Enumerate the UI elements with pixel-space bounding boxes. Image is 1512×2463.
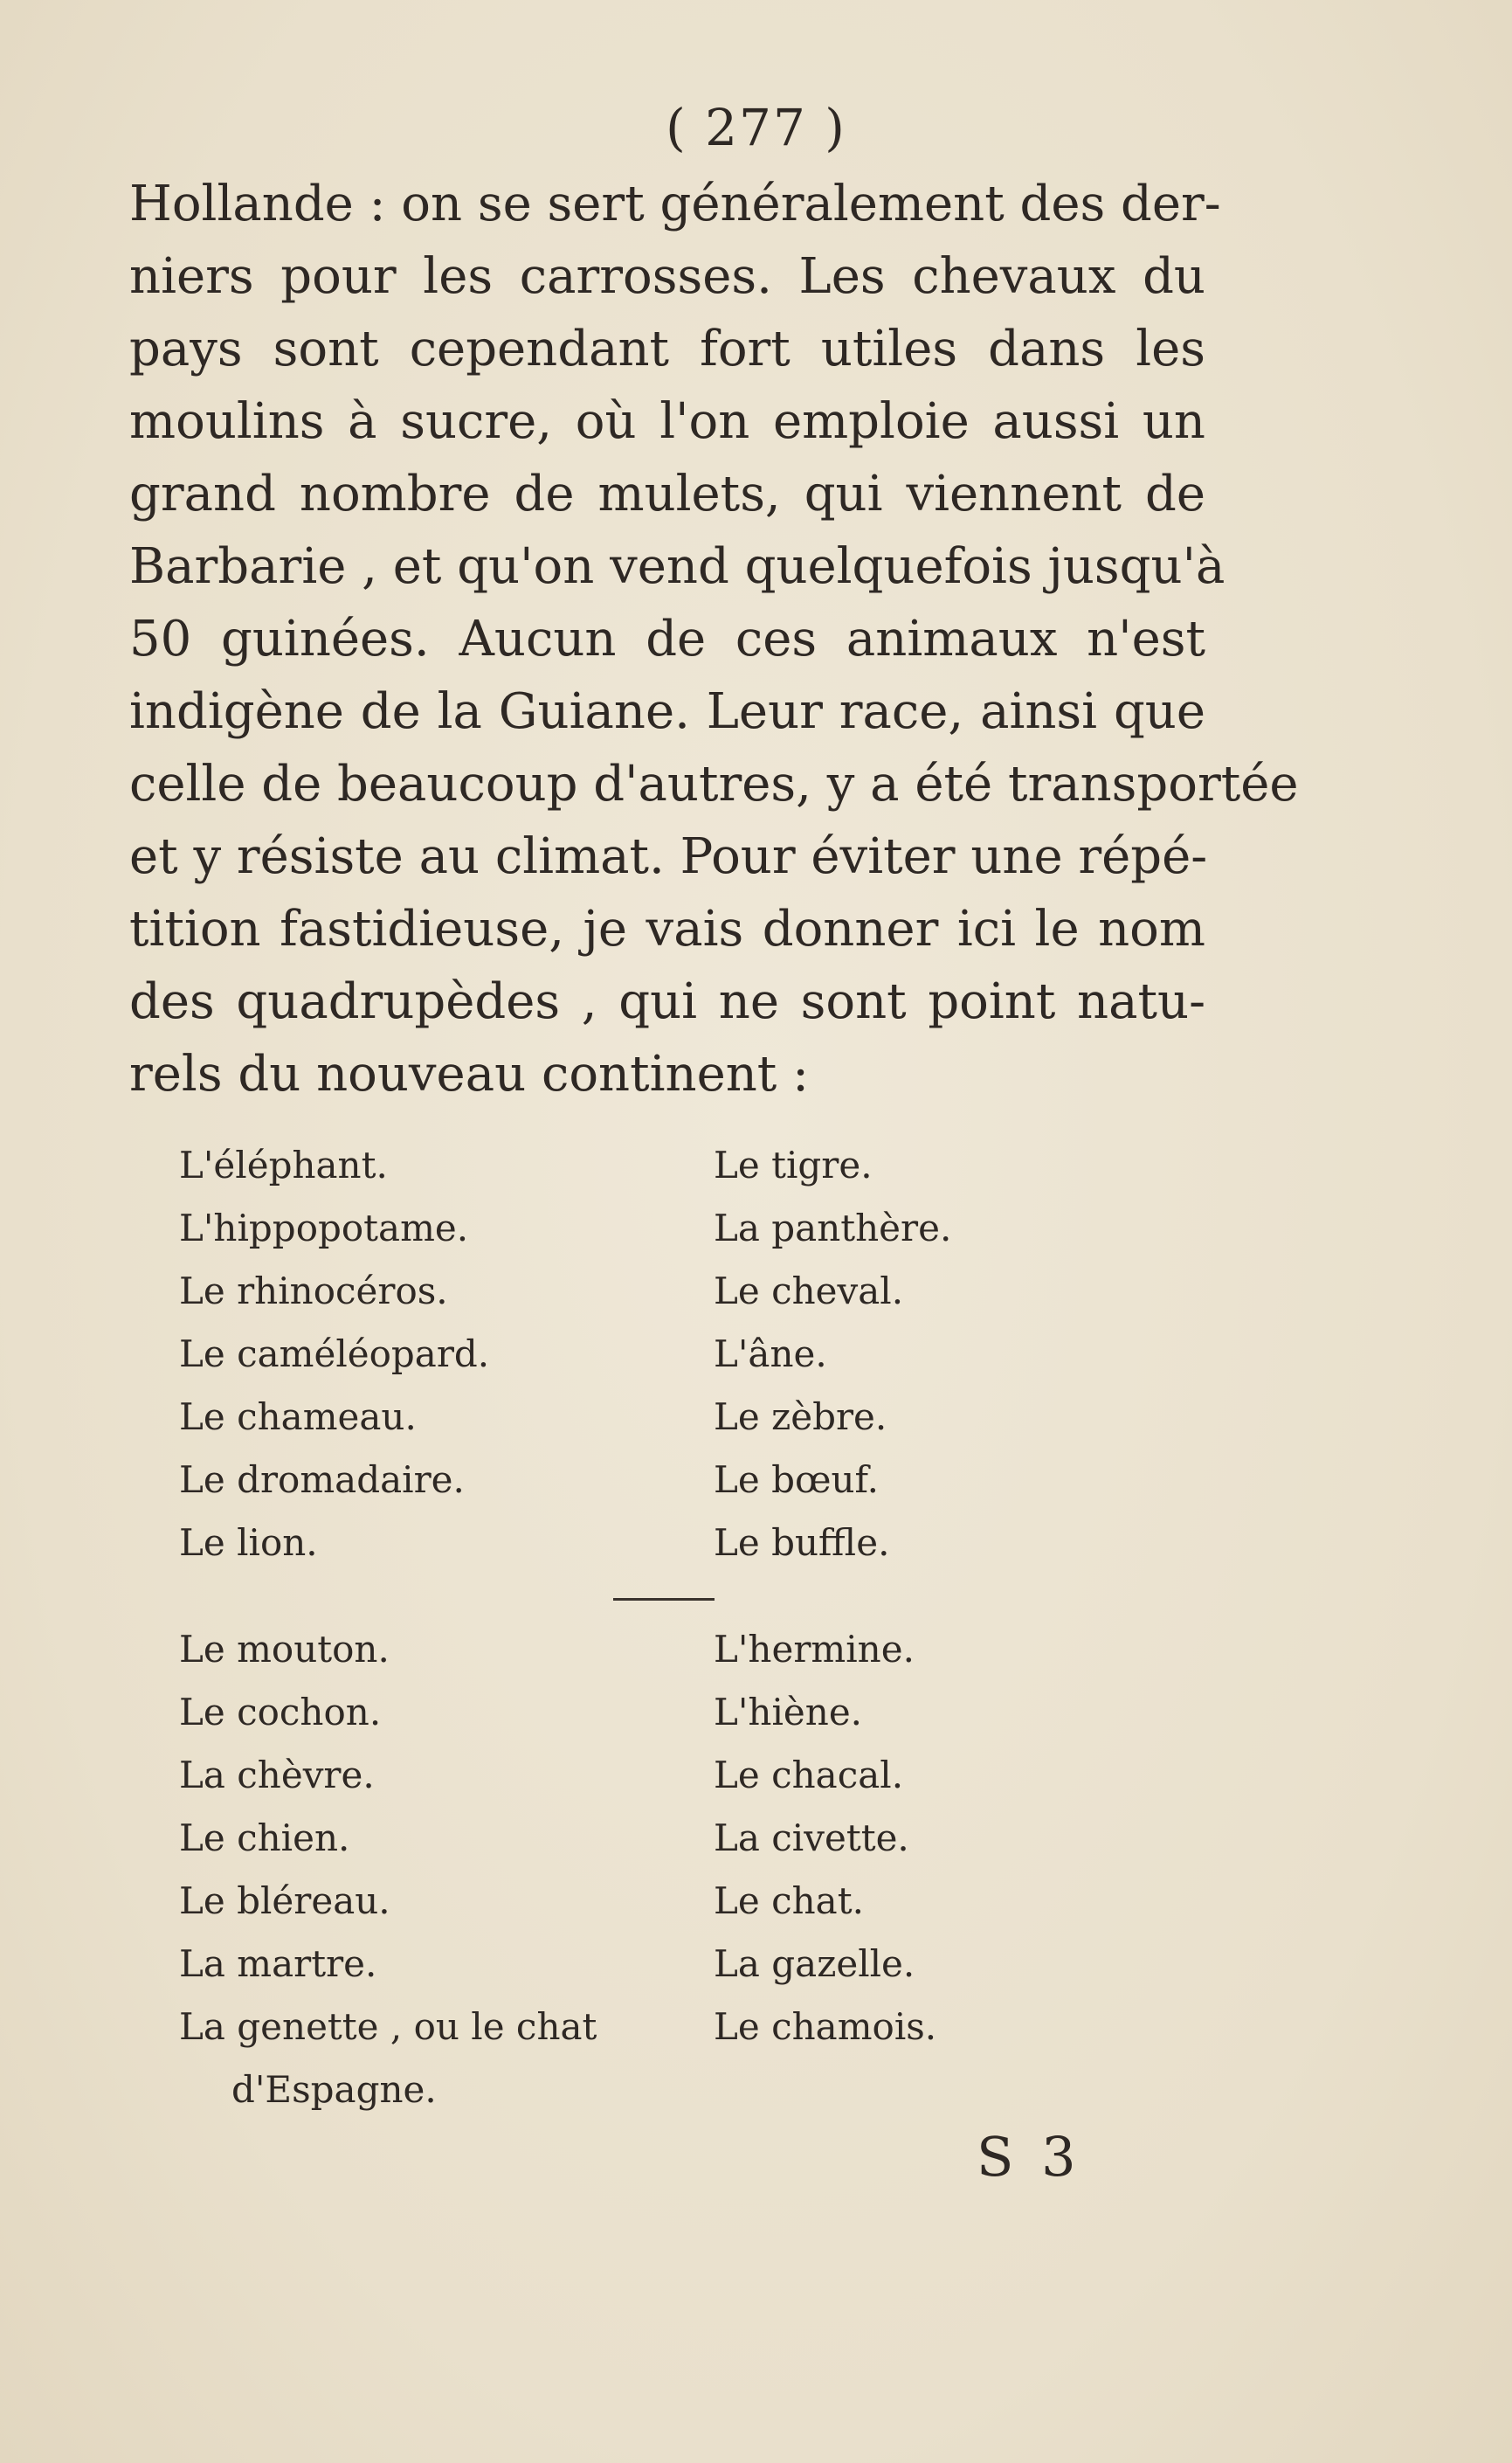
list-item: La gazelle.: [714, 1942, 915, 1985]
list-item: Le bléreau.: [179, 1879, 390, 1922]
list-item: L'hermine.: [714, 1628, 915, 1671]
list-item: La chèvre.: [179, 1754, 375, 1796]
text-line: indigène de la Guiane. Leur race, ainsi que: [129, 683, 1205, 740]
list-item: Le chien.: [179, 1816, 350, 1859]
list-item: Le chameau.: [179, 1395, 417, 1438]
text-line: grand nombre de mulets, qui viennent de: [129, 466, 1205, 522]
text-line: Hollande : on se sert généralement des der-: [129, 176, 1221, 232]
text-line: rels du nouveau continent :: [129, 1046, 809, 1103]
animal-list-right-2: [714, 1618, 936, 2058]
list-item: [179, 1996, 597, 2121]
list-item: Le mouton.: [179, 1628, 390, 1671]
text-line: moulins à sucre, où l'on emploie aussi un: [129, 393, 1205, 450]
text-line: tition fastidieuse, je vais donner ici le nom: [129, 901, 1205, 958]
list-item: Le chamois.: [714, 2005, 937, 2048]
list-item: Le caméléopard.: [179, 1332, 490, 1375]
text-line: et y résiste au climat. Pour éviter une répé-: [129, 828, 1208, 885]
list-item: La martre.: [179, 1942, 377, 1985]
text-line: niers pour les carrosses. Les chevaux du: [129, 248, 1205, 305]
list-item: L'hiène.: [714, 1691, 863, 1733]
list-item: Le zèbre.: [714, 1395, 887, 1438]
list-item: Le lion.: [179, 1521, 318, 1564]
body-paragraph: [129, 168, 1299, 1110]
text-line: pays sont cependant fort utiles dans les: [129, 321, 1205, 377]
list-item: La panthère.: [714, 1207, 952, 1249]
text-line: 50 guinées. Aucun de ces animaux n'est: [129, 611, 1205, 668]
animal-list-right-1: [714, 1134, 951, 1574]
list-item: Le chacal.: [714, 1754, 904, 1796]
list-item: Le cochon.: [179, 1691, 382, 1733]
list-item: Le buffle.: [714, 1521, 890, 1564]
page-number: ( 277 ): [666, 98, 846, 157]
list-item: L'âne.: [714, 1332, 827, 1375]
list-item: L'hippopotame.: [179, 1207, 469, 1249]
list-item: Le tigre.: [714, 1144, 873, 1187]
list-item: Le rhinocéros.: [179, 1270, 448, 1312]
animal-list-left-1: [179, 1134, 489, 1574]
signature-mark: S 3: [977, 2125, 1081, 2189]
text-line: celle de beaucoup d'autres, y a été transportée: [129, 756, 1299, 813]
section-divider: [613, 1598, 715, 1601]
list-item: Le chat.: [714, 1879, 864, 1922]
animal-list-left-2: [179, 1618, 597, 2121]
list-item: Le bœuf.: [714, 1458, 879, 1501]
list-item: Le cheval.: [714, 1270, 904, 1312]
list-item: Le dromadaire.: [179, 1458, 465, 1501]
list-item: L'éléphant.: [179, 1144, 388, 1187]
list-item-line: La genette , ou le chat: [179, 2005, 597, 2048]
text-line: Barbarie , et qu'on vend quelquefois jusqu'à: [129, 538, 1225, 595]
list-item: La civette.: [714, 1816, 909, 1859]
list-item-continuation: d'Espagne.: [231, 2068, 437, 2111]
text-line: des quadrupèdes , qui ne sont point natu-: [129, 973, 1205, 1030]
